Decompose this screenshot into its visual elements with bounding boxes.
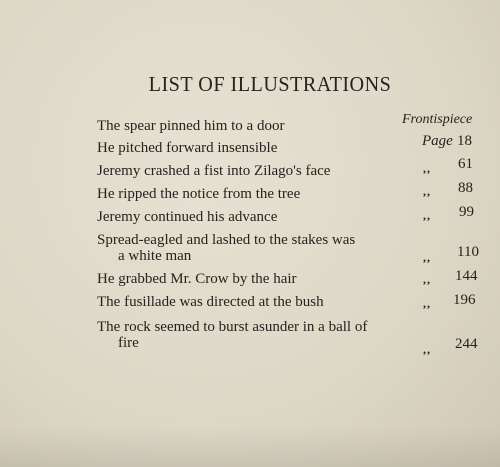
page-number-8: 196 — [453, 292, 476, 308]
illustration-title-9-line-1: The rock seemed to burst asunder in a ball of — [97, 319, 368, 335]
ditto-mark-7: ,, — [423, 272, 431, 286]
illustration-title-7: He grabbed Mr. Crow by the hair — [97, 271, 297, 287]
illustration-title-8: The fusillade was directed at the bush — [97, 294, 324, 310]
illustration-title-5: Jeremy continued his advance — [97, 209, 278, 225]
page-number-4: 88 — [458, 180, 473, 196]
illustration-title-6-line-1: Spread-eagled and lashed to the stakes was — [97, 232, 356, 248]
ditto-mark-9: ,, — [423, 342, 431, 356]
page-number-9: 244 — [455, 336, 478, 352]
illustration-title-6-line-2: a white man — [118, 248, 192, 264]
ditto-mark-3: ,, — [423, 161, 431, 175]
illustration-title-4: He ripped the notice from the tree — [97, 186, 301, 202]
illustration-title-1: The spear pinned him to a door — [97, 118, 285, 134]
illustration-title-2: He pitched forward insensible — [97, 140, 278, 156]
page-number-5: 99 — [459, 204, 474, 220]
page-number-7: 144 — [455, 268, 478, 284]
page-heading: LIST OF ILLUSTRATIONS — [148, 72, 392, 96]
illustration-title-3: Jeremy crashed a fist into Zilago's face — [97, 163, 331, 179]
ditto-mark-6: ,, — [423, 250, 431, 264]
ditto-mark-8: ,, — [423, 296, 431, 310]
page-number-2: 18 — [457, 133, 472, 149]
ditto-mark-4: ,, — [423, 184, 431, 198]
page-label: Page — [422, 133, 453, 149]
illustration-title-9-line-2: fire — [118, 335, 139, 351]
frontispiece-label: Frontispiece — [402, 112, 473, 127]
page-number-3: 61 — [458, 156, 473, 172]
page-number-6: 110 — [457, 244, 479, 260]
ditto-mark-5: ,, — [423, 208, 431, 222]
